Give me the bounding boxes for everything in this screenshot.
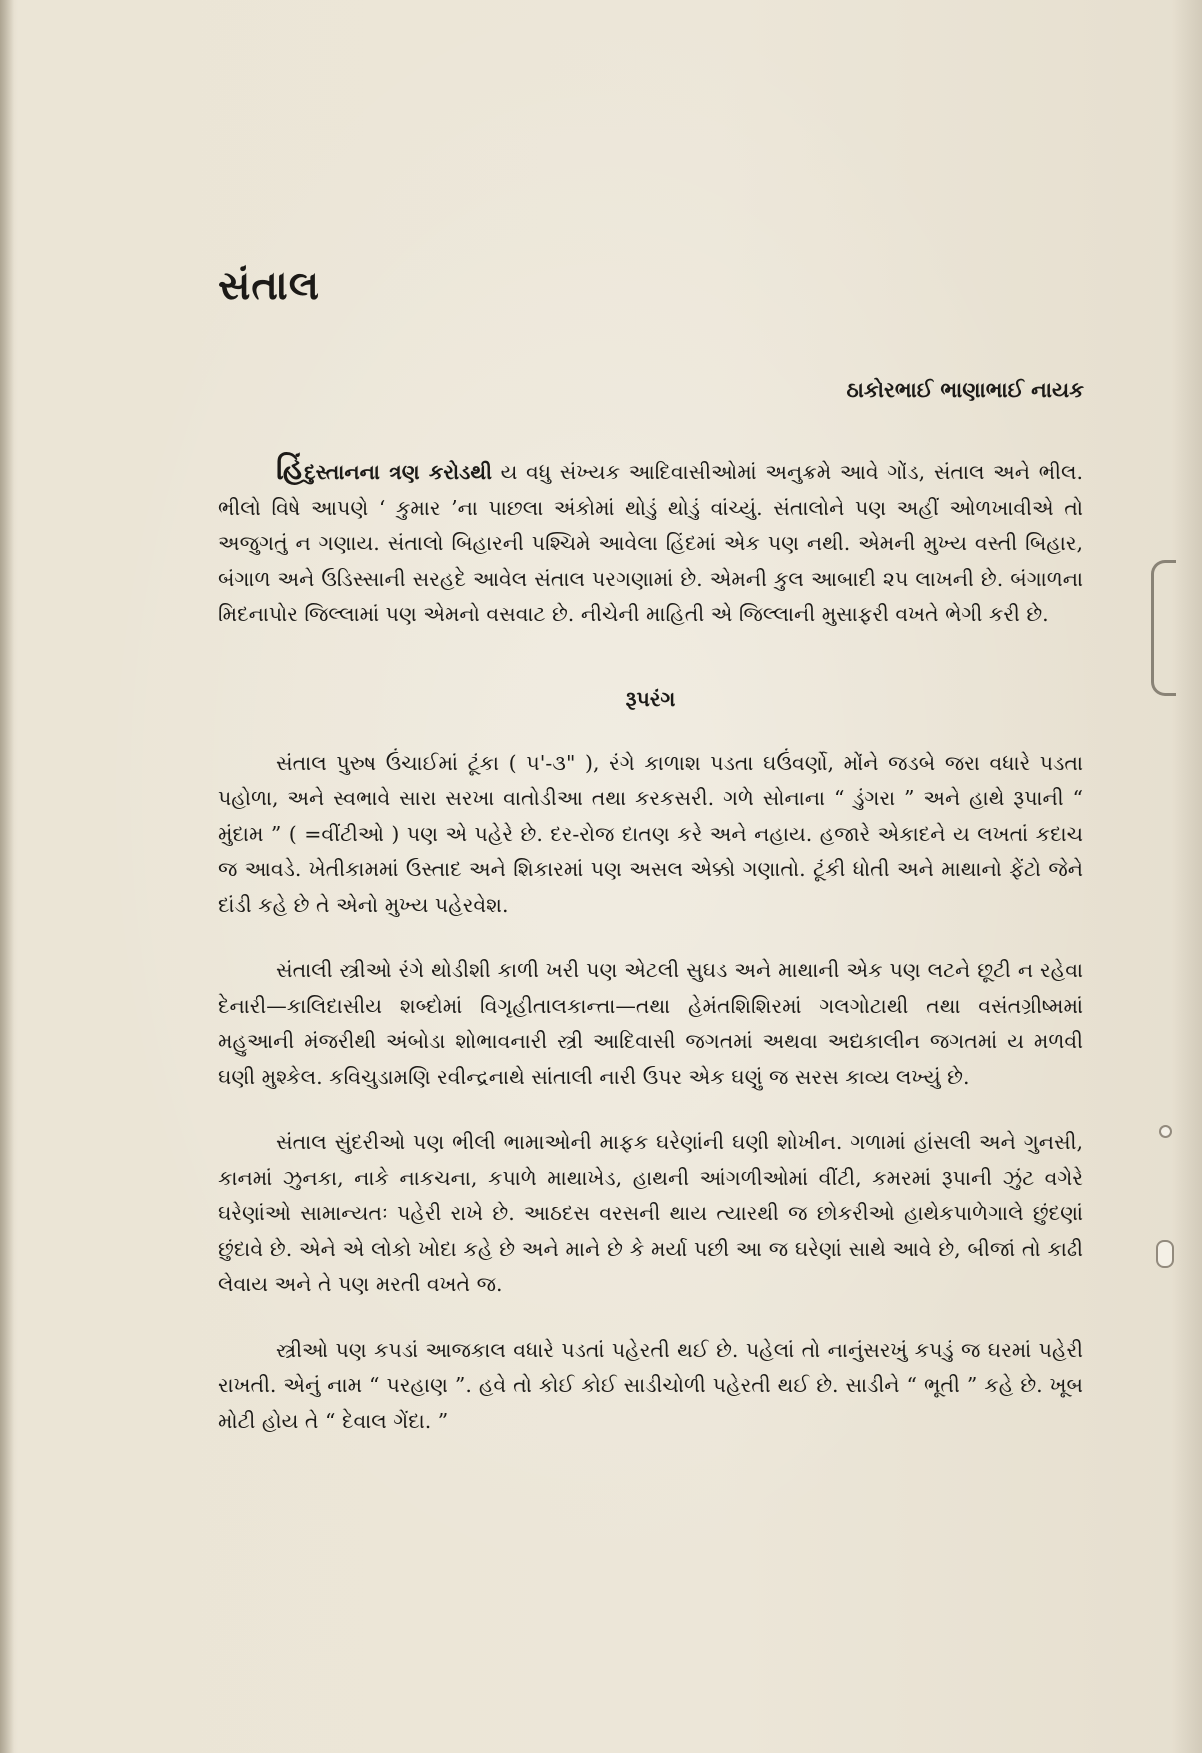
section-heading: રૂપરંગ: [625, 686, 676, 711]
paragraph: સ્ત્રીઓ પણ કપડાં આજકાલ વધારે પડતાં પહેરતી થઈ છે. પહેલાં તો નાનુંસરખું કપડું જ ઘરમાં પહેરી રાખતી. એનું નામ “ પરહાણ ”. હવે તો કોઈ કોઈ સાડીચોળી પહેરતી થઈ છે. સાડીને “ ભૂતી ” કહે છે. ખૂબ મોટી હોય તે “ દેવાલ ગેંદા. ”: [218, 1337, 1083, 1433]
lead-words: દુસ્તાનના ત્રણ કરોડથી: [304, 460, 492, 484]
binding-shadow: [0, 0, 14, 1753]
punch-hole: [1159, 1125, 1172, 1138]
intro-text: ય વધુ સંખ્યક આદિવાસીઓમાં અનુક્રમે આવે ગોંડ, સંતાલ અને ભીલ. ભીલો વિષે આપણે ‘ કુમાર ’ના પાછલા અંકોમાં થોડું થોડું વાંચ્યું. સંતાલોને પણ અહીં ઓળખાવીએ તો અજુગતું ન ગણાય. સંતાલો બિહારની પશ્ચિમે આવેલા હિંદમાં એક પણ નથી. એમની મુખ્ય વસ્તી બિહાર, બંગાળ અને ઉડિસ્સાની સરહદે આવેલ સંતાલ પરગણામાં છે. એમની કુલ આબાદી ૨૫ લાખની છે. બંગાળના મિદનાપોર જિલ્લામાં પણ એમનો વસવાટ છે. નીચેની માહિતી એ જિલ્લાની મુસાફરી વખતે ભેગી કરી છે.: [218, 460, 1083, 626]
intro-paragraph: [218, 452, 1083, 633]
paragraph: સંતાલ સુંદરીઓ પણ ભીલી ભામાઓની માફક ઘરેણાંની ઘણી શોખીન. ગળામાં હાંસલી અને ગુનસી, કાનમાં ઝુનકા, નાકે નાકચના, કપાળે માથાખેડ, હાથની આંગળીઓમાં વીંટી, કમરમાં રૂપાની ઝુંટ વગેરે ઘરેણાંઓ સામાન્યતઃ પહેરી રાખે છે. આઠદસ વરસની થાય ત્યારથી જ છોકરીઓ હાથેકપાળેગાલે છુંદણાં છુંદાવે છે. એને એ લોકો ખોદા કહે છે અને માને છે કે મર્યા પછી આ જ ઘરેણાં સાથે આવે છે, બીજાં તો કાઢી લેવાય અને તે પણ મરતી વખતે જ.: [218, 1130, 1083, 1296]
drop-cap: હિં: [276, 452, 305, 487]
paragraph: સંતાલ પુરુષ ઉંચાઈમાં ટૂંકા ( ૫'-૩" ), રંગે કાળાશ પડતા ઘઉંવર્ણો, મોંને જડબે જરા વધારે પડતા પહોળા, અને સ્વભાવે સારા સરખા વાતોડીઆ તથા કરકસરી. ગળે સોનાના “ ડુંગરા ” અને હાથે રૂપાની “ મુંદામ ” ( =વીંટીઓ ) પણ એ પહેરે છે. દર-રોજ દાતણ કરે અને નહાય. હજારે એકાદને ય લખતાં કદાચ જ આવડે. ખેતીકામમાં ઉસ્તાદ અને શિકારમાં પણ અસલ એક્કો ગણાતો. ટૂંકી ધોતી અને માથાનો ફેંટો જેને દાંડી કહે છે તે એનો મુખ્ય પહેરવેશ.: [218, 750, 1083, 917]
page-edge-shading: [1172, 0, 1202, 1753]
punch-hole: [1156, 1240, 1174, 1268]
binding-clip-mark: [1151, 560, 1176, 696]
paragraph: સંતાલી સ્ત્રીઓ રંગે થોડીશી કાળી ખરી પણ એટલી સુઘડ અને માથાની એક પણ લટને છૂટી ન રહેવા દેનારી—કાલિદાસીય શબ્દોમાં વિગૃહીતાલકાન્તા—તથા હેમંતશિશિરમાં ગલગોટાથી તથા વસંતગ્રીષ્મમાં મહુઆની મંજરીથી અંબોડા શોભાવનારી સ્ત્રી આદિવાસી જગતમાં અથવા અદ્યકાલીન જગતમાં ય મળવી ઘણી મુશ્કેલ. કવિચુડામણિ રવીન્દ્રનાથે સાંતાલી નારી ઉપર એક ઘણું જ સરસ કાવ્ય લખ્યું છે.: [218, 958, 1083, 1089]
article-body: [218, 452, 1083, 1439]
author-byline: ઠાકોરભાઈ ભાણાભાઈ નાયક: [846, 377, 1084, 402]
page-title: સંતાલ: [218, 262, 320, 309]
